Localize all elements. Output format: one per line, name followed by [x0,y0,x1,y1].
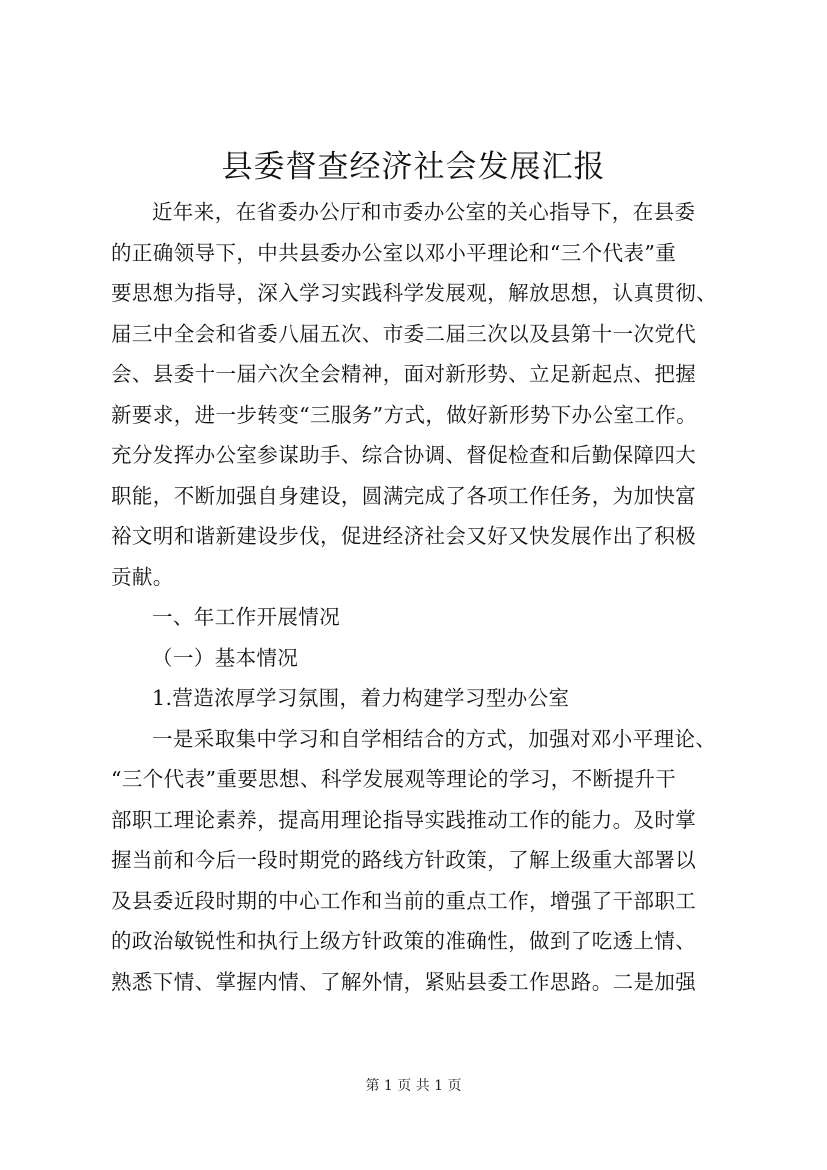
paragraph-line: “三个代表”重要思想、科学发展观等理论的学习，不断提升干 [111,767,677,791]
paragraph-line: 裕文明和谐新建设步伐，促进经济社会又好又快发展作出了积极 [111,524,697,548]
paragraph-line: 近年来，在省委办公厅和市委办公室的关心指导下，在县委 [152,200,696,224]
paragraph-line: 熟悉下情、掌握内情、了解外情，紧贴县委工作思路。二是加强 [111,969,697,994]
paragraph-line: 的政治敏锐性和执行上级方针政策的准确性，做到了吃透上情、 [111,929,697,953]
paragraph-line: 贡献。 [111,564,174,589]
paragraph-line: 要思想为指导，深入学习实践科学发展观，解放思想，认真贯彻、 [111,281,718,305]
subsection-heading: （一）基本情况 [152,645,299,670]
page-footer: 第 1 页 共 1 页 [365,1078,462,1094]
paragraph-line: 新要求，进一步转变“三服务”方式，做好新形势下办公室工作。 [111,402,698,427]
paragraph-line: 及县委近段时期的中心工作和当前的重点工作，增强了干部职工 [111,888,697,913]
item-heading: 1.营造浓厚学习氛围，着力构建学习型办公室 [152,686,570,710]
paragraph-line: 握当前和今后一段时期党的路线方针政策，了解上级重大部署以 [111,848,697,872]
paragraph-line: 充分发挥办公室参谋助手、综合协调、督促检查和后勤保障四大 [111,443,697,467]
paragraph-line: 一是采取集中学习和自学相结合的方式，加强对邓小平理论、 [152,726,717,751]
document-title: 县委督查经济社会发展汇报 [221,149,606,185]
paragraph-line: 部职工理论素养，提高用理论指导实践推动工作的能力。及时掌 [111,807,697,832]
paragraph-line: 会、县委十一届六次全会精神，面对新形势、立足新起点、把握 [111,362,697,386]
section-heading: 一、年工作开展情况 [152,605,341,629]
paragraph-line: 届三中全会和省委八届五次、市委二届三次以及县第十一次党代 [111,321,697,346]
document-body [111,192,731,1002]
paragraph-line: 职能，不断加强自身建设，圆满完成了各项工作任务，为加快富 [111,483,697,508]
paragraph-line: 的正确领导下，中共县委办公室以邓小平理论和“三个代表”重 [111,240,677,265]
